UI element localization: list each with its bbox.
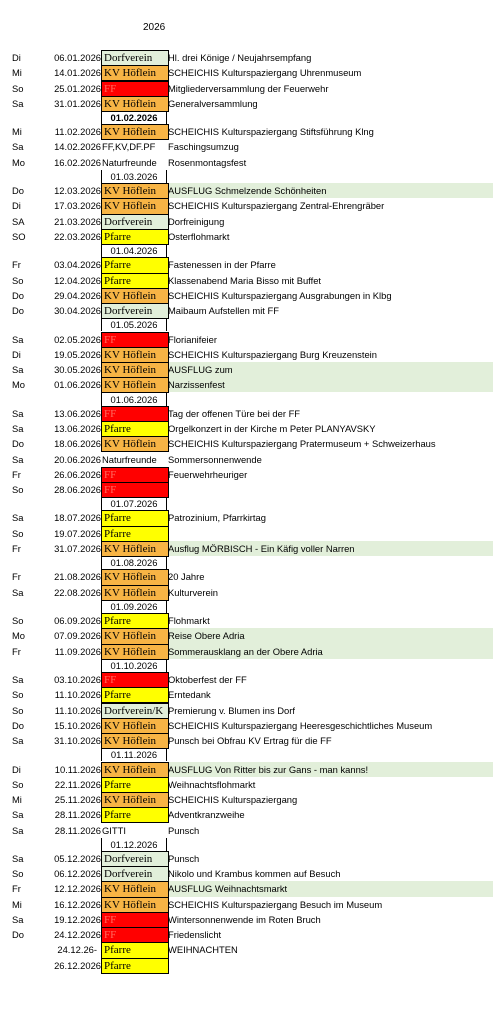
organizer-cell: FF xyxy=(101,672,169,688)
event-title: SCHEICHIS Kulturspaziergang xyxy=(168,794,298,805)
event-row xyxy=(0,303,493,318)
weekday: Do xyxy=(12,438,24,450)
event-date: 21.03.2026 xyxy=(54,215,101,227)
organizer-cell: KV Höflein xyxy=(101,762,169,778)
weekday: Mi xyxy=(12,126,22,138)
event-title: Dorfreinigung xyxy=(168,215,225,227)
event-date: 31.07.2026 xyxy=(54,542,101,554)
event-date: 03.04.2026 xyxy=(54,259,101,271)
event-title: Erntedank xyxy=(168,689,211,701)
organizer-cell: KV Höflein xyxy=(101,183,169,199)
organizer-cell: KV Höflein xyxy=(101,897,169,913)
organizer-cell: Dorfverein xyxy=(101,303,169,319)
organizer-cell: FF xyxy=(101,81,169,97)
event-row xyxy=(0,541,493,556)
event-row xyxy=(0,273,493,288)
event-row xyxy=(0,718,493,733)
event-date: 12.03.2026 xyxy=(54,185,101,197)
event-title: SCHEICHIS Kulturspaziergang Pratermuseum + Schweizerhaus xyxy=(168,438,436,450)
event-row xyxy=(0,406,493,421)
event-row xyxy=(0,96,493,111)
weekday: Sa xyxy=(12,364,24,376)
event-date: 29.04.2026 xyxy=(54,289,101,301)
event-title: SCHEICHIS Kulturspaziergang Burg Kreuzenstein xyxy=(168,348,377,360)
event-title: Feuerwehrheuriger xyxy=(168,468,248,480)
organizer-cell: Pfarre xyxy=(101,421,169,437)
weekday: Fr xyxy=(12,259,21,271)
weekday: Sa xyxy=(12,824,24,836)
organizer-cell: Pfarre xyxy=(101,229,169,245)
weekday: So xyxy=(12,868,24,880)
event-date: 28.11.2026 xyxy=(54,824,101,836)
event-date: 19.07.2026 xyxy=(54,527,101,539)
weekday: Fr xyxy=(12,468,21,480)
event-title: Sommerausklang an der Obere Adria xyxy=(168,645,323,657)
event-title: Punsch xyxy=(168,824,200,836)
event-date: 03.10.2026 xyxy=(54,674,101,686)
weekday: Sa xyxy=(12,333,24,345)
event-title: Oktoberfest der FF xyxy=(168,674,247,686)
event-date: 22.08.2026 xyxy=(54,586,101,598)
event-row xyxy=(0,897,493,912)
event-title: WEIHNACHTEN xyxy=(168,944,238,956)
event-row xyxy=(0,526,493,541)
event-row xyxy=(0,214,493,229)
event-row xyxy=(0,482,493,497)
organizer-cell: KV Höflein xyxy=(101,733,169,749)
organizer-cell: FF xyxy=(101,927,169,943)
weekday: Mi xyxy=(12,67,22,79)
event-title: Sommersonnenwende xyxy=(168,453,262,465)
event-row xyxy=(0,467,493,482)
weekday: So xyxy=(12,484,24,495)
event-date: 25.11.2026 xyxy=(54,794,101,805)
organizer-cell: GITTI xyxy=(102,824,126,836)
event-row xyxy=(0,613,493,628)
event-date: 05.12.2026 xyxy=(54,852,101,864)
weekday: SA xyxy=(12,215,25,227)
weekday: Sa xyxy=(12,586,24,598)
month-header: 01.05.2026 xyxy=(101,318,167,331)
weekday: Do xyxy=(12,929,24,941)
organizer-cell: KV Höflein xyxy=(101,198,169,214)
event-row xyxy=(0,198,493,213)
event-date: 06.12.2026 xyxy=(54,868,101,880)
event-title: AUSFLUG Von Ritter bis zur Gans - man kanns! xyxy=(168,763,369,775)
weekday: Mo xyxy=(12,156,26,168)
event-date: 10.11.2026 xyxy=(54,763,101,775)
weekday: Do xyxy=(12,719,24,731)
organizer-cell: KV Höflein xyxy=(101,541,169,557)
month-header: 01.06.2026 xyxy=(101,393,167,406)
month-header: 01.02.2026 xyxy=(101,111,167,124)
weekday: Fr xyxy=(12,542,21,554)
organizer-cell: Naturfreunde xyxy=(102,453,157,465)
event-date: 20.06.2026 xyxy=(54,453,101,465)
organizer-cell: FF xyxy=(101,406,169,422)
event-title: Reise Obere Adria xyxy=(168,630,245,642)
event-date: 16.02.2026 xyxy=(54,156,101,168)
weekday: Sa xyxy=(12,852,24,864)
weekday: Sa xyxy=(12,512,24,524)
event-title: Patrozinium, Pfarrkirtag xyxy=(168,512,266,524)
event-row xyxy=(0,823,493,838)
event-title: SCHEICHIS Kulturspaziergang Heeresgeschichtliches Museum xyxy=(168,719,433,731)
event-row xyxy=(0,569,493,584)
event-date: 31.10.2026 xyxy=(54,735,101,747)
organizer-cell: Pfarre xyxy=(101,510,169,526)
event-title: Weihnachtsflohmarkt xyxy=(168,778,256,790)
organizer-cell: KV Höflein xyxy=(101,718,169,734)
month-header: 01.09.2026 xyxy=(101,600,167,613)
event-date: 12.04.2026 xyxy=(54,274,101,286)
organizer-cell: Pfarre xyxy=(101,942,169,958)
event-row xyxy=(0,436,493,451)
event-date: 31.01.2026 xyxy=(54,97,101,109)
weekday: Sa xyxy=(12,674,24,686)
event-date: 24.12.2026 xyxy=(54,929,101,941)
organizer-cell: Naturfreunde xyxy=(102,156,157,168)
organizer-cell: KV Höflein xyxy=(101,362,169,378)
event-title: Friedenslicht xyxy=(168,929,222,941)
event-row xyxy=(0,288,493,303)
organizer-cell: Pfarre xyxy=(101,613,169,629)
event-row xyxy=(0,257,493,272)
weekday: Do xyxy=(12,289,24,301)
event-row xyxy=(0,183,493,198)
organizer-cell: KV Höflein xyxy=(101,288,169,304)
event-title: Narzissenfest xyxy=(168,379,225,391)
event-date: 16.12.2026 xyxy=(54,898,101,910)
event-row xyxy=(0,155,493,170)
event-row xyxy=(0,733,493,748)
weekday: So xyxy=(12,778,24,790)
weekday: Do xyxy=(12,185,24,197)
event-title: SCHEICHIS Kulturspaziergang Stiftsführung Klng xyxy=(168,126,374,138)
weekday: So xyxy=(12,615,24,627)
event-row xyxy=(0,644,493,659)
event-row xyxy=(0,628,493,643)
weekday: So xyxy=(12,274,24,286)
event-title: Kulturverein xyxy=(168,586,219,598)
event-date: 15.10.2026 xyxy=(54,719,101,731)
weekday: Sa xyxy=(12,809,24,821)
weekday: Sa xyxy=(12,141,24,153)
month-header: 01.03.2026 xyxy=(101,170,167,183)
event-date: 28.11.2026 xyxy=(54,809,101,821)
weekday: Sa xyxy=(12,453,24,465)
event-date: 17.03.2026 xyxy=(54,200,101,212)
organizer-cell: KV Höflein xyxy=(101,377,169,393)
event-title: Nikolo und Krambus kommen auf Besuch xyxy=(168,868,341,880)
weekday: Mi xyxy=(12,898,22,910)
event-title: SCHEICHIS Kulturspaziergang Ausgrabungen in Klbg xyxy=(168,289,392,301)
event-date: 18.07.2026 xyxy=(54,512,101,524)
event-date: 19.05.2026 xyxy=(54,348,101,360)
event-date: 11.10.2026 xyxy=(54,689,101,701)
event-date: 07.09.2026 xyxy=(54,630,101,642)
month-header: 01.07.2026 xyxy=(101,497,167,510)
event-date: 30.05.2026 xyxy=(54,364,101,376)
month-header: 01.04.2026 xyxy=(101,244,167,257)
event-date: 14.01.2026 xyxy=(54,67,101,79)
event-row xyxy=(0,942,493,957)
weekday: So xyxy=(12,527,24,539)
weekday: Mo xyxy=(12,630,26,642)
event-date: 24.12.26- xyxy=(57,944,97,956)
event-row xyxy=(0,927,493,942)
weekday: SO xyxy=(12,230,26,242)
event-date: 11.09.2026 xyxy=(54,645,101,657)
event-row xyxy=(0,229,493,244)
organizer-cell: FF xyxy=(101,912,169,928)
organizer-cell: FF xyxy=(101,467,169,483)
organizer-cell: KV Höflein xyxy=(101,124,169,140)
organizer-cell: KV Höflein xyxy=(101,585,169,601)
weekday: Di xyxy=(12,52,21,63)
event-title: Faschingsumzug xyxy=(168,141,239,153)
organizer-cell: KV Höflein xyxy=(101,347,169,363)
organizer-cell: Dorfverein xyxy=(101,866,169,882)
event-row xyxy=(0,65,493,80)
event-title: Florianifeier xyxy=(168,333,217,345)
weekday: So xyxy=(12,82,24,94)
weekday: Sa xyxy=(12,423,24,434)
organizer-cell: Dorfverein xyxy=(101,50,169,66)
event-title: Generalversammlung xyxy=(168,97,258,109)
event-title: Orgelkonzert in der Kirche m Peter PLANYAVSKY xyxy=(168,423,376,434)
organizer-cell: Pfarre xyxy=(101,777,169,793)
event-title: Maibaum Aufstellen mit FF xyxy=(168,305,279,317)
event-date: 11.02.2026 xyxy=(54,126,101,138)
event-title: 20 Jahre xyxy=(168,571,205,583)
event-row xyxy=(0,377,493,392)
event-title: Osterflohmarkt xyxy=(168,230,230,242)
event-date: 26.06.2026 xyxy=(54,468,101,480)
weekday: Fr xyxy=(12,571,21,583)
event-row xyxy=(0,510,493,525)
event-row xyxy=(0,672,493,687)
organizer-cell: FF,KV,DF.PF xyxy=(102,141,156,153)
event-date: 21.08.2026 xyxy=(54,571,101,583)
event-row xyxy=(0,792,493,807)
organizer-cell: Dorfverein/K xyxy=(101,703,169,719)
weekday: Fr xyxy=(12,645,21,657)
event-title: Tag der offenen Türe bei der FF xyxy=(168,407,301,419)
event-date: 13.06.2026 xyxy=(54,407,101,419)
weekday: Di xyxy=(12,200,21,212)
event-date: 14.02.2026 xyxy=(54,141,101,153)
event-date: 02.05.2026 xyxy=(54,333,101,345)
year-heading: 2026 xyxy=(143,22,166,33)
event-title: Klassenabend Maria Bisso mit Buffet xyxy=(168,274,322,286)
event-row xyxy=(0,851,493,866)
event-title: AUSFLUG Schmelzende Schönheiten xyxy=(168,185,327,197)
event-date: 28.06.2026 xyxy=(54,484,101,495)
event-row xyxy=(0,585,493,600)
weekday: So xyxy=(12,704,24,716)
organizer-cell: Dorfverein xyxy=(101,214,169,230)
organizer-cell: FF xyxy=(101,482,169,498)
organizer-cell: Pfarre xyxy=(101,257,169,273)
event-title: Fastenessen in der Pfarre xyxy=(168,259,276,271)
event-row xyxy=(0,124,493,139)
event-row xyxy=(0,912,493,927)
weekday: Mi xyxy=(12,794,22,805)
event-date: 19.12.2026 xyxy=(54,913,101,925)
weekday: Di xyxy=(12,763,21,775)
event-row xyxy=(0,881,493,896)
event-title: Hl. drei Könige / Neujahrsempfang xyxy=(168,52,312,63)
event-date: 12.12.2026 xyxy=(54,883,101,895)
weekday: Di xyxy=(12,348,21,360)
weekday: Sa xyxy=(12,735,24,747)
month-header: 01.12.2026 xyxy=(101,838,167,851)
event-row xyxy=(0,958,493,973)
month-header: 01.11.2026 xyxy=(101,748,167,761)
event-title: Rosenmontagsfest xyxy=(168,156,247,168)
event-date: 06.01.2026 xyxy=(54,52,101,63)
event-row xyxy=(0,421,493,436)
event-date: 30.04.2026 xyxy=(54,305,101,317)
organizer-cell: KV Höflein xyxy=(101,569,169,585)
event-title: AUSFLUG zum xyxy=(168,364,233,376)
organizer-cell: Dorfverein xyxy=(101,851,169,867)
event-row xyxy=(0,777,493,792)
organizer-cell: Pfarre xyxy=(101,958,169,974)
organizer-cell: Pfarre xyxy=(101,807,169,823)
event-title: Mitgliederversammlung der Feuerwehr xyxy=(168,82,329,94)
event-row xyxy=(0,50,493,65)
event-row xyxy=(0,866,493,881)
event-title: Premierung v. Blumen ins Dorf xyxy=(168,704,295,716)
event-date: 22.03.2026 xyxy=(54,230,101,242)
organizer-cell: KV Höflein xyxy=(101,792,169,808)
event-row xyxy=(0,347,493,362)
event-title: Flohmarkt xyxy=(168,615,210,627)
event-date: 11.10.2026 xyxy=(54,704,101,716)
event-row xyxy=(0,807,493,822)
organizer-cell: KV Höflein xyxy=(101,644,169,660)
event-row xyxy=(0,762,493,777)
event-title: SCHEICHIS Kulturspaziergang Zentral-Ehrengräber xyxy=(168,200,385,212)
event-date: 06.09.2026 xyxy=(54,615,101,627)
weekday: Sa xyxy=(12,407,24,419)
event-row xyxy=(0,452,493,467)
event-row xyxy=(0,332,493,347)
weekday: Sa xyxy=(12,913,24,925)
event-row xyxy=(0,703,493,718)
event-date: 25.01.2026 xyxy=(54,82,101,94)
weekday: Mo xyxy=(12,379,26,391)
organizer-cell: KV Höflein xyxy=(101,881,169,897)
event-row xyxy=(0,687,493,702)
event-title: Ausflug MÖRBISCH - Ein Käfig voller Narren xyxy=(168,542,355,554)
event-row xyxy=(0,362,493,377)
event-title: Punsch xyxy=(168,852,200,864)
event-date: 01.06.2026 xyxy=(54,379,101,391)
month-header: 01.08.2026 xyxy=(101,556,167,569)
event-title: SCHEICHIS Kulturspaziergang Besuch im Museum xyxy=(168,898,383,910)
month-header: 01.10.2026 xyxy=(101,659,167,672)
organizer-cell: KV Höflein xyxy=(101,436,169,452)
weekday: Do xyxy=(12,305,24,317)
organizer-cell: KV Höflein xyxy=(101,65,169,81)
event-row xyxy=(0,81,493,96)
event-title: Wintersonnenwende im Roten Bruch xyxy=(168,913,321,925)
event-row xyxy=(0,139,493,154)
organizer-cell: FF xyxy=(101,332,169,348)
organizer-cell: Pfarre xyxy=(101,273,169,289)
organizer-cell: KV Höflein xyxy=(101,96,169,112)
event-date: 22.11.2026 xyxy=(54,778,101,790)
weekday: Fr xyxy=(12,883,21,895)
weekday: Sa xyxy=(12,97,24,109)
organizer-cell: KV Höflein xyxy=(101,628,169,644)
weekday: So xyxy=(12,689,24,701)
event-date: 26.12.2026 xyxy=(54,959,101,971)
event-date: 18.06.2026 xyxy=(54,438,101,450)
event-title: SCHEICHIS Kulturspaziergang Uhrenmuseum xyxy=(168,67,362,79)
event-date: 13.06.2026 xyxy=(54,423,101,434)
event-title: Punsch bei Obfrau KV Ertrag für die FF xyxy=(168,735,332,747)
organizer-cell: Pfarre xyxy=(101,687,169,703)
event-title: AUSFLUG Weihnachtsmarkt xyxy=(168,883,288,895)
event-title: Adventkranzweihe xyxy=(168,809,245,821)
organizer-cell: Pfarre xyxy=(101,526,169,542)
